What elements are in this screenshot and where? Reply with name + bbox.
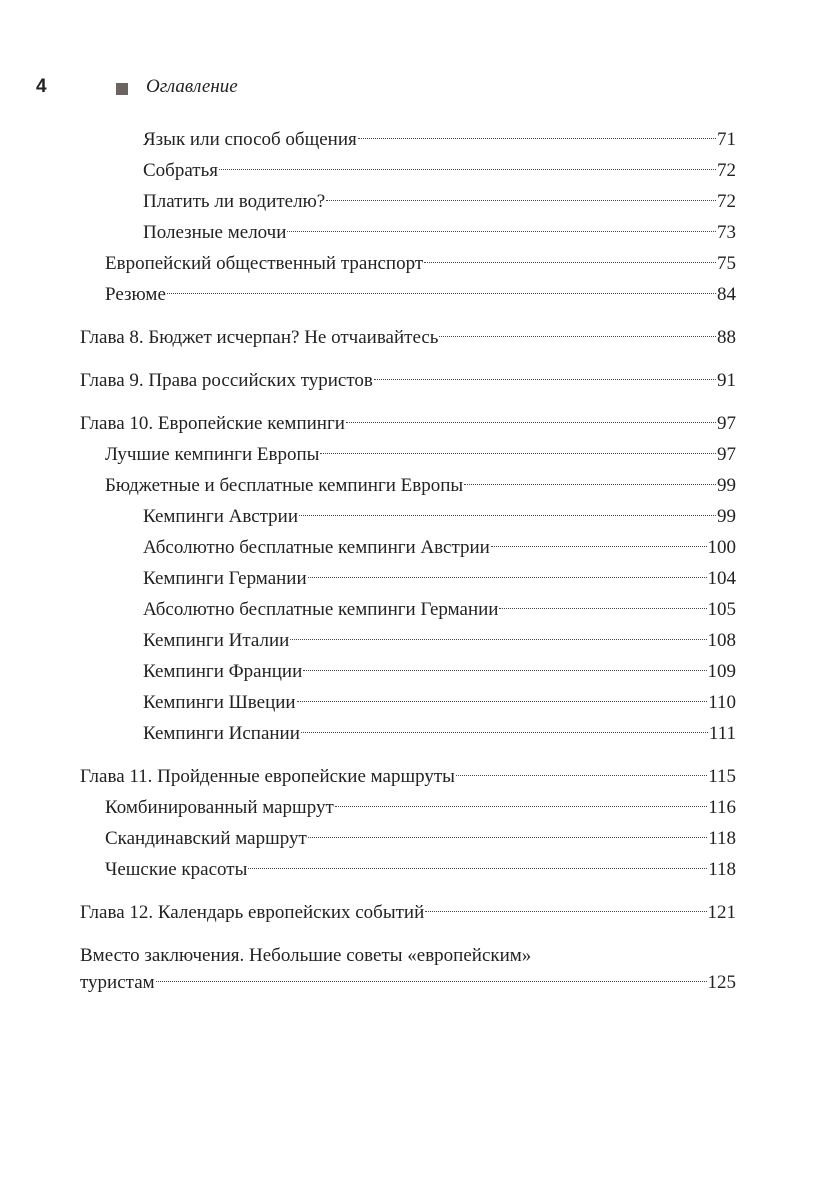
- table-of-contents: [0, 124, 817, 996]
- section-title: Оглавление: [146, 76, 238, 97]
- dot-leader: [491, 546, 707, 547]
- toc-entry-page: 111: [708, 723, 736, 744]
- toc-entry-title: Европейский общественный транспорт: [105, 253, 424, 274]
- dot-leader: [326, 200, 716, 201]
- toc-entry-title: Кемпинги Австрии: [143, 506, 299, 527]
- toc-entry-title-line1: Вместо заключения. Небольшие советы «европейским»: [80, 945, 532, 966]
- dot-leader: [439, 336, 716, 337]
- toc-entry[interactable]: [143, 124, 736, 155]
- toc-entry-page: 97: [717, 413, 736, 434]
- dot-leader: [358, 138, 716, 139]
- toc-entry-title: Резюме: [105, 284, 166, 305]
- toc-entry-title: Глава 9. Права российских туристов: [80, 370, 373, 391]
- toc-entry-page: 72: [717, 160, 736, 181]
- toc-entry-page: 118: [708, 859, 736, 880]
- toc-entry-title-line2: туристам: [80, 972, 155, 993]
- toc-entry-page: 110: [708, 692, 736, 713]
- toc-entry-page: 75: [717, 253, 736, 274]
- toc-entry[interactable]: [143, 501, 736, 532]
- toc-entry-title: Кемпинги Франции: [143, 661, 303, 682]
- dot-leader: [167, 293, 716, 294]
- toc-entry-page: 115: [708, 766, 736, 787]
- toc-entry[interactable]: [143, 532, 736, 563]
- dot-leader: [219, 169, 716, 170]
- dot-leader: [299, 515, 716, 516]
- toc-entry-title: Полезные мелочи: [143, 222, 287, 243]
- toc-entry-page: 118: [708, 828, 736, 849]
- dot-leader: [290, 639, 706, 640]
- toc-entry[interactable]: [105, 439, 736, 470]
- toc-entry-page: 99: [717, 506, 736, 527]
- toc-entry-title: Глава 10. Европейские кемпинги: [80, 413, 345, 434]
- toc-entry-page: 104: [707, 568, 736, 589]
- toc-entry-title: Платить ли водителю?: [143, 191, 326, 212]
- toc-entry-title: Кемпинги Италии: [143, 630, 290, 651]
- dot-leader: [346, 422, 716, 423]
- toc-entry[interactable]: [143, 687, 736, 718]
- toc-entry-title: Язык или способ общения: [143, 129, 357, 150]
- toc-entry[interactable]: [105, 248, 736, 279]
- toc-entry-page: 72: [717, 191, 736, 212]
- toc-entry[interactable]: [80, 942, 736, 996]
- dot-leader: [499, 608, 706, 609]
- toc-entry[interactable]: [105, 470, 736, 501]
- toc-entry-title: Собратья: [143, 160, 218, 181]
- dot-leader: [156, 981, 707, 982]
- toc-entry[interactable]: [80, 408, 736, 439]
- toc-entry[interactable]: [143, 718, 736, 749]
- toc-entry-page: 121: [707, 902, 736, 923]
- toc-entry[interactable]: [105, 854, 736, 885]
- toc-entry-page: 99: [717, 475, 736, 496]
- dot-leader: [303, 670, 706, 671]
- toc-entry[interactable]: [143, 656, 736, 687]
- toc-entry[interactable]: [80, 761, 736, 792]
- toc-entry[interactable]: [143, 563, 736, 594]
- dot-leader: [374, 379, 716, 380]
- toc-entry-page: 116: [708, 797, 736, 818]
- dot-leader: [308, 837, 707, 838]
- toc-entry-page: 100: [707, 537, 736, 558]
- toc-entry-page: 88: [717, 327, 736, 348]
- square-bullet-icon: [116, 83, 128, 95]
- dot-leader: [287, 231, 716, 232]
- toc-entry-page: 109: [707, 661, 736, 682]
- toc-entry[interactable]: [80, 322, 736, 353]
- dot-leader: [297, 701, 708, 702]
- toc-entry-title: Комбинированный маршрут: [105, 797, 334, 818]
- toc-entry-page: 108: [707, 630, 736, 651]
- page-number: 4: [36, 76, 47, 97]
- dot-leader: [308, 577, 707, 578]
- toc-entry[interactable]: [105, 823, 736, 854]
- toc-entry-title: Кемпинги Германии: [143, 568, 307, 589]
- toc-entry-title: Глава 11. Пройденные европейские маршруты: [80, 766, 455, 787]
- running-header: [0, 76, 817, 100]
- toc-entry-page: 97: [717, 444, 736, 465]
- dot-leader: [456, 775, 707, 776]
- toc-entry[interactable]: [105, 792, 736, 823]
- toc-entry[interactable]: [143, 217, 736, 248]
- toc-entry-title: Кемпинги Испании: [143, 723, 300, 744]
- toc-entry-title: Лучшие кемпинги Европы: [105, 444, 320, 465]
- toc-entry[interactable]: [143, 625, 736, 656]
- toc-entry-title: Скандинавский маршрут: [105, 828, 307, 849]
- toc-entry-title: Чешские красоты: [105, 859, 248, 880]
- toc-entry-page: 125: [707, 972, 736, 993]
- toc-entry[interactable]: [143, 594, 736, 625]
- dot-leader: [301, 732, 708, 733]
- toc-entry-title: Кемпинги Швеции: [143, 692, 296, 713]
- dot-leader: [425, 911, 706, 912]
- toc-entry-page: 105: [707, 599, 736, 620]
- toc-entry-title: Глава 8. Бюджет исчерпан? Не отчаивайтесь: [80, 327, 439, 348]
- toc-entry-page: 71: [717, 129, 736, 150]
- toc-entry-page: 91: [717, 370, 736, 391]
- dot-leader: [320, 453, 716, 454]
- toc-entry[interactable]: [80, 365, 736, 396]
- toc-entry[interactable]: [143, 186, 736, 217]
- dot-leader: [464, 484, 716, 485]
- toc-entry-page: 84: [717, 284, 736, 305]
- toc-entry-title: Абсолютно бесплатные кемпинги Германии: [143, 599, 499, 620]
- dot-leader: [335, 806, 707, 807]
- toc-entry-title: Абсолютно бесплатные кемпинги Австрии: [143, 537, 490, 558]
- dot-leader: [248, 868, 707, 869]
- toc-entry[interactable]: [80, 897, 736, 928]
- dot-leader: [424, 262, 716, 263]
- toc-entry-title: Глава 12. Календарь европейских событий: [80, 902, 425, 923]
- toc-entry-page: 73: [717, 222, 736, 243]
- toc-entry[interactable]: [143, 155, 736, 186]
- toc-entry-title: Бюджетные и бесплатные кемпинги Европы: [105, 475, 464, 496]
- toc-entry[interactable]: [105, 279, 736, 310]
